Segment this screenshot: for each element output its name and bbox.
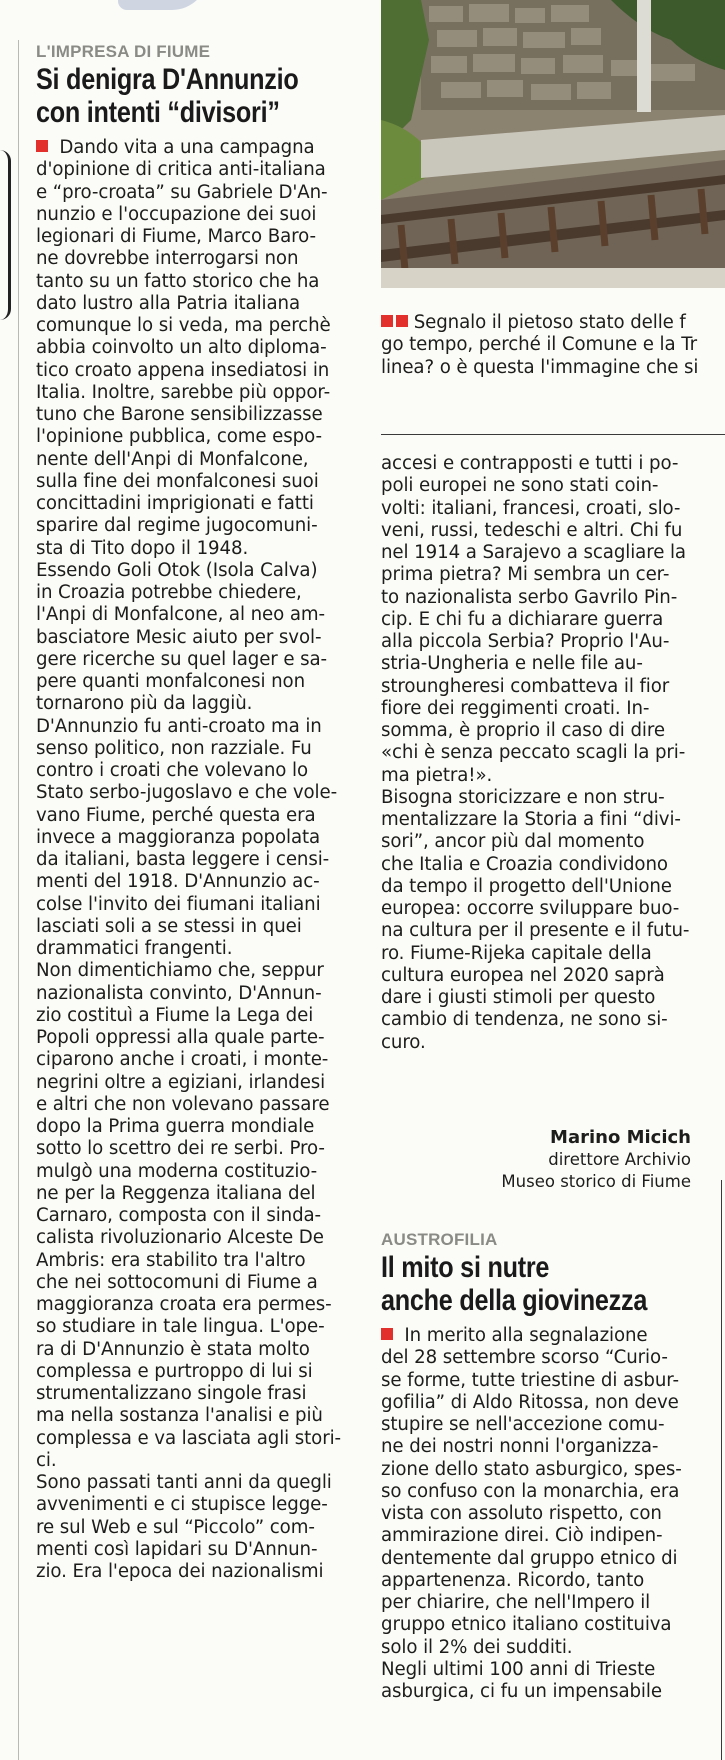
body-line: accesi e contrapposti e tutti i po- <box>381 453 679 474</box>
body-line: stria-Ungheria e nelle file au- <box>381 653 643 675</box>
body-line: e “pro-croata” su Gabriele D'An- <box>36 181 328 203</box>
photo-caption <box>381 312 725 379</box>
body-line: nel 1914 a Sarajevo a scagliare la <box>381 542 686 563</box>
body-line-text: In merito alla segnalazione <box>404 1325 648 1346</box>
body-line: dare i giusti stimoli per questo <box>381 987 656 1008</box>
body-line: Popoli oppressi alla quale parte- <box>36 1027 325 1048</box>
body-line: sulla fine dei monfalconesi suoi <box>36 470 319 492</box>
body-line: zione dello stato asburgico, spes- <box>381 1458 682 1480</box>
body-line: complessa e va lasciata agli stori- <box>36 1427 342 1449</box>
body-line: sotto lo scettro dei re serbi. Pro- <box>36 1138 325 1160</box>
body-line: comunque lo si veda, ma perchè <box>36 315 331 336</box>
body-line: somma, è proprio il caso di dire <box>381 720 665 741</box>
body-line: se forme, tutte triestine di asbur- <box>381 1369 679 1391</box>
column-divider <box>721 1180 722 1760</box>
body-line: avvenimenti e ci stupisce legge- <box>36 1494 328 1516</box>
body-line: prima pietra? Mi sembra un cer- <box>381 564 670 586</box>
body-line: gere ricerche su quel lager e sa- <box>36 648 328 670</box>
body-line: menti così lapidari su D'Annun- <box>36 1538 318 1560</box>
body-line: sparire dal regime jugocomuni- <box>36 515 318 537</box>
body-line: pere quanti monfalconesi non <box>36 671 306 692</box>
headline-line: anche della giovinezza <box>381 1284 648 1317</box>
headline-line: con intenti “divisori” <box>36 96 280 129</box>
body-line: zio costituì a Fiume la Lega dei <box>36 1004 314 1026</box>
body-line: tico croato appena insediatosi in <box>36 359 330 381</box>
body-line: in Croazia potrebbe chiedere, <box>36 582 302 603</box>
body-line: maggioranza croata era permes- <box>36 1294 332 1315</box>
body-line: so studiare in tale lingua. L'ope- <box>36 1316 325 1338</box>
caption-line: go tempo, perché il Comune e la Tr <box>381 334 697 356</box>
body-line: l'opinione pubblica, come espo- <box>36 426 322 448</box>
body-line: del 28 settembre scorso “Curio- <box>381 1347 668 1369</box>
body-line: «chi è senza peccato scagli la pri- <box>381 742 686 764</box>
body-line: colse l'invito dei fiumani italiani <box>36 893 321 915</box>
body-line: senso politico, non razziale. Fu <box>36 737 312 759</box>
body-line: da italiani, basta leggere i censi- <box>36 849 330 870</box>
body-line: tuno che Barone sensibilizzasse <box>36 404 323 425</box>
body-line: lasciati soli a se stessi in quei <box>36 915 302 937</box>
body-line: dato lustro alla Patria italiana <box>36 292 301 314</box>
body-line: che nei sottocomuni di Fiume a <box>36 1271 318 1293</box>
article-body-column-1 <box>36 137 366 1583</box>
body-line: Stato serbo-jugoslavo e che vole- <box>36 782 338 804</box>
body-line: contro i croati che volevano lo <box>36 760 308 781</box>
body-line: na cultura per il presente e il futu- <box>381 920 690 942</box>
body-line: strumentalizzano singole frasi <box>36 1383 307 1404</box>
body-line <box>36 137 366 159</box>
body-line: mulgò una moderna costituzio- <box>36 1160 318 1182</box>
headline-line: Il mito si nutre <box>381 1251 550 1284</box>
body-line: nente dell'Anpi di Monfalcone, <box>36 448 309 470</box>
body-line: poli europei ne sono stati coin- <box>381 475 659 497</box>
body-line: Negli ultimi 100 anni di Trieste <box>381 1658 656 1680</box>
article-signature <box>420 1127 691 1193</box>
body-line: complessa e purtroppo di lui si <box>36 1360 313 1382</box>
body-line: basciatore Mesic aiuto per svol- <box>36 626 322 648</box>
body-line: ma pietra!». <box>381 764 493 786</box>
body-line: ne dovrebbe interrogarsi non <box>36 248 299 270</box>
body-line: abbia coinvolto un alto diploma- <box>36 337 327 359</box>
body-line: legionari di Fiume, Marco Baro- <box>36 226 316 247</box>
body-line: negrini oltre a egiziani, irlandesi <box>36 1071 326 1093</box>
body-line: che Italia e Croazia condividono <box>381 853 668 875</box>
body-line: ciparono anche i croati, i monte- <box>36 1049 329 1071</box>
signature-name: Marino Micich <box>550 1127 691 1148</box>
body-line: ra di D'Annunzio è stata molto <box>36 1338 310 1360</box>
body-line: appartenenza. Ricordo, tanto <box>381 1569 645 1591</box>
body-line: tornarono più da laggiù. <box>36 693 253 715</box>
body-line: ro. Fiume-Rijeka capitale della <box>381 942 652 964</box>
body-line: cambio di tendenza, ne sono si- <box>381 1009 668 1031</box>
article-body-column-3 <box>381 1325 719 1703</box>
body-line: sori”, ancor più dal momento <box>381 831 645 853</box>
body-line: da tempo il progetto dell'Unione <box>381 875 672 897</box>
body-line: D'Annunzio fu anti-croato ma in <box>36 715 322 737</box>
body-line: Carnaro, composta con il sinda- <box>36 1205 322 1226</box>
article-headline <box>381 1251 647 1317</box>
caption-line: linea? o è questa l'immagine che si <box>381 356 699 378</box>
body-line: cultura europea nel 2020 saprà <box>381 964 665 986</box>
body-line: tanto su un fatto storico che ha <box>36 270 320 292</box>
body-line: volti: italiani, francesi, croati, slo- <box>381 497 681 519</box>
body-line: solo il 2% dei sudditi. <box>381 1636 573 1658</box>
column-divider <box>18 40 19 1760</box>
body-line: Ambris: era stabilito tra l'altro <box>36 1249 306 1271</box>
body-line: mentalizzare la Storia a fini “divi- <box>381 809 681 830</box>
body-line: Essendo Goli Otok (Isola Calva) <box>36 559 318 581</box>
body-line: menti del 1918. D'Annunzio ac- <box>36 871 320 893</box>
body-line: asburgica, ci fu un impensabile <box>381 1681 662 1702</box>
body-line: fiore dei reggimenti croati. In- <box>381 697 650 719</box>
body-line: curo. <box>381 1031 426 1053</box>
signature-role: direttore Archivio <box>548 1150 691 1169</box>
body-line: ammirazione direi. Ciò indipen- <box>381 1525 663 1547</box>
top-left-graphic-fragment <box>118 0 208 10</box>
article-body-column-2 <box>381 453 716 1054</box>
railway-photo <box>381 0 725 288</box>
signature-role: Museo storico di Fiume <box>501 1172 691 1191</box>
body-line: gruppo etnico italiano costituiva <box>381 1614 672 1636</box>
caption-line: Segnalo il pietoso stato delle f <box>413 312 686 333</box>
red-square-icon <box>36 140 48 152</box>
body-line: re sul Web e sul “Piccolo” com- <box>36 1516 315 1538</box>
body-line: ne per la Reggenza italiana del <box>36 1182 316 1204</box>
body-line: invece a maggioranza popolata <box>36 826 321 848</box>
body-line: cip. E chi fu a dichiarare guerra <box>381 608 664 630</box>
section-divider <box>381 434 725 435</box>
body-line: stroungheresi combatteva il fior <box>381 675 670 697</box>
body-line: so confuso con la monarchia, era <box>381 1480 680 1502</box>
body-line: ma nella sostanza l'analisi e più <box>36 1405 323 1427</box>
body-line: veni, russi, tedeschi e altri. Chi fu <box>381 519 683 541</box>
body-line: Sono passati tanti anni da quegli <box>36 1472 332 1493</box>
body-line: drammatici frangenti. <box>36 938 233 959</box>
body-line: Italia. Inoltre, sarebbe più oppor- <box>36 381 331 403</box>
body-line: ci. <box>36 1449 57 1471</box>
body-line: vano Fiume, perché questa era <box>36 804 316 826</box>
red-square-icon <box>396 315 408 327</box>
body-line: gofilia” di Aldo Ritossa, non deve <box>381 1391 679 1413</box>
headline-line: Si denigra D'Annunzio <box>36 63 299 96</box>
body-line: alla piccola Serbia? Proprio l'Au- <box>381 631 670 652</box>
body-line: dentemente dal gruppo etnico di <box>381 1547 678 1569</box>
body-line: zio. Era l'epoca dei nazionalismi <box>36 1561 324 1582</box>
body-line: sta di Tito dopo il 1948. <box>36 537 249 559</box>
article-kicker: AUSTROFILIA <box>381 1230 498 1249</box>
body-line: l'Anpi di Monfalcone, al neo am- <box>36 604 325 626</box>
body-line: ne dei nostri nonni l'organizza- <box>381 1436 659 1458</box>
body-line: nazionalista convinto, D'Annun- <box>36 982 322 1004</box>
red-square-icon <box>381 1328 393 1340</box>
body-line: stupire se nell'accezione comu- <box>381 1414 665 1435</box>
body-line: Non dimentichiamo che, seppur <box>36 960 324 982</box>
left-edge-fragment <box>0 150 11 320</box>
red-square-icon <box>381 315 393 327</box>
body-line: dopo la Prima guerra mondiale <box>36 1116 315 1137</box>
body-line: Bisogna storicizzare e non stru- <box>381 786 665 808</box>
body-line <box>381 1325 719 1347</box>
body-line: per chiarire, che nell'Impero il <box>381 1592 651 1613</box>
article-kicker: L'IMPRESA DI FIUME <box>36 42 211 61</box>
body-line: e altri che non volevano passare <box>36 1093 330 1115</box>
body-line: to nazionalista serbo Gavrilo Pin- <box>381 586 678 608</box>
body-line: europea: occorre sviluppare buo- <box>381 898 680 919</box>
body-line: concittadini imprigionati e fatti <box>36 493 314 514</box>
body-line: nunzio e l'occupazione dei suoi <box>36 203 317 225</box>
article-headline <box>36 63 299 129</box>
body-line-text: Dando vita a una campagna <box>59 137 315 158</box>
body-line: vista con assoluto rispetto, con <box>381 1503 662 1524</box>
body-line: calista rivoluzionario Alceste De <box>36 1227 324 1249</box>
body-line: d'opinione di critica anti-italiana <box>36 159 326 181</box>
